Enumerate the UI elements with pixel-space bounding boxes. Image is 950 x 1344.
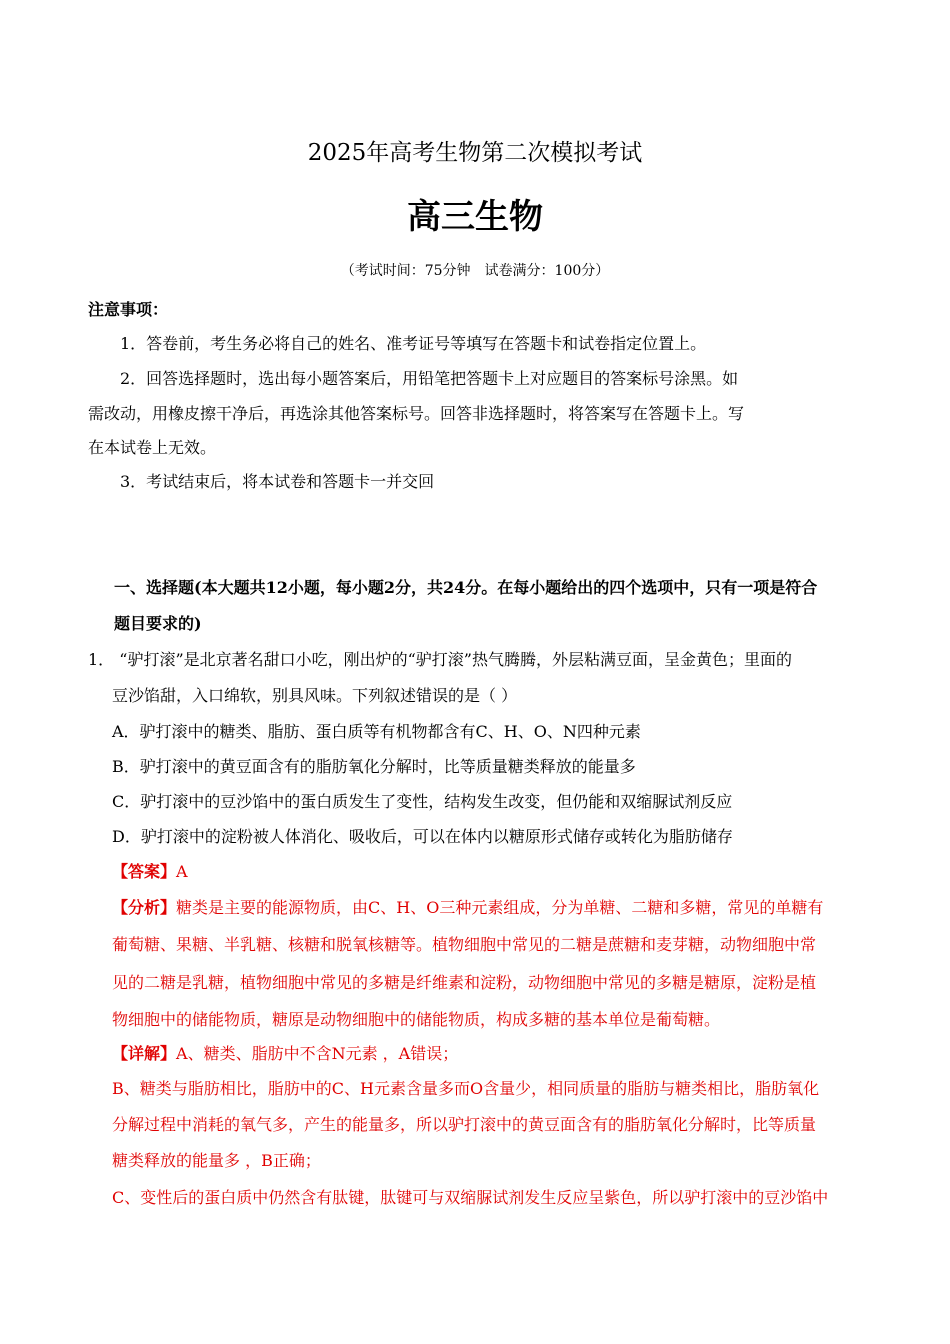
subject-title: 高三生物: [407, 197, 543, 237]
notice-item-2-line-1: 2．回答选择题时，选出每小题答案后，用铅笔把答题卡上对应题目的答案标号涂黑。如: [120, 369, 739, 388]
notice-item-1: 1．答卷前，考生务必将自己的姓名、准考证号等填写在答题卡和试卷指定位置上。: [120, 334, 707, 353]
detail-b-line-1: B、糖类与脂肪相比，脂肪中的C、H元素含量多而O含量少，相同质量的脂肪与糖类相比，脂肪氧化: [112, 1079, 820, 1098]
analysis-line-4: 物细胞中的储能物质，糖原是动物细胞中的储能物质，构成多糖的基本单位是葡萄糖。: [112, 1010, 721, 1029]
option-b: B．驴打滚中的黄豆面含有的脂肪氧化分解时，比等质量糖类释放的能量多: [112, 757, 636, 776]
option-a: A．驴打滚中的糖类、脂肪、蛋白质等有机物都含有C、H、O、N四种元素: [112, 722, 641, 741]
answer-line: [112, 862, 188, 882]
analysis-line-2: 葡萄糖、果糖、半乳糖、核糖和脱氧核糖等。植物细胞中常见的二糖是蔗糖和麦芽糖，动物细胞中常: [112, 935, 817, 954]
answer-tag: 【答案】: [112, 862, 177, 881]
detail-c-line-1: C、变性后的蛋白质中仍然含有肽键，肽键可与双缩脲试剂发生反应呈紫色，所以驴打滚中的豆沙馅中: [112, 1188, 829, 1207]
analysis-line-3: 见的二糖是乳糖，植物细胞中常见的多糖是纤维素和淀粉，动物细胞中常见的多糖是糖原，淀粉是植: [112, 973, 817, 992]
analysis-text-1: 糖类是主要的能源物质，由C、H、O三种元素组成，分为单糖、二糖和多糖，常见的单糖有: [176, 898, 824, 917]
option-c: C．驴打滚中的豆沙馅中的蛋白质发生了变性，结构发生改变，但仍能和双缩脲试剂反应: [112, 792, 733, 811]
section-heading-line-1: 一、选择题(本大题共12小题，每小题2分，共24分。在每小题给出的四个选项中，只有一项是符合: [114, 578, 818, 597]
question-1-stem-line-2: 豆沙馅甜，入口绵软，别具风味。下列叙述错误的是（ ）: [112, 686, 518, 705]
detail-line-a: [112, 1044, 458, 1064]
detail-tag: 【详解】: [112, 1044, 177, 1063]
option-d: D．驴打滚中的淀粉被人体消化、吸收后，可以在体内以糖原形式储存或转化为脂肪储存: [112, 827, 733, 846]
notice-heading: 注意事项：: [88, 300, 169, 319]
answer-value: A: [176, 862, 188, 881]
detail-b-line-2: 分解过程中消耗的氧气多，产生的能量多，所以驴打滚中的黄豆面含有的脂肪氧化分解时，比等质量: [112, 1115, 817, 1134]
analysis-line-1: [112, 898, 823, 918]
analysis-tag: 【分析】: [112, 898, 177, 917]
question-1-stem-line-1: 1． “驴打滚”是北京著名甜口小吃，刚出炉的“驴打滚”热气腾腾，外层粘满豆面，呈金黄色；里面的: [88, 650, 792, 669]
notice-item-2-line-2: 需改动，用橡皮擦干净后，再选涂其他答案标号。回答非选择题时，将答案写在答题卡上。写: [88, 404, 745, 423]
exam-time: （考试时间：75分钟: [340, 263, 471, 279]
exam-info: [0, 262, 950, 280]
notice-item-3: 3．考试结束后，将本试卷和答题卡一并交回: [120, 472, 435, 491]
exam-title: 2025年高考生物第二次模拟考试: [307, 140, 643, 166]
full-score: 试卷满分：100分）: [484, 263, 610, 279]
detail-a-text: A、糖类、脂肪中不含N元素 ，A错误；: [176, 1044, 459, 1063]
section-heading-line-2: 题目要求的): [114, 614, 202, 633]
notice-item-2-line-3: 在本试卷上无效。: [88, 438, 217, 457]
detail-b-line-3: 糖类释放的能量多 ，B正确；: [112, 1151, 321, 1170]
